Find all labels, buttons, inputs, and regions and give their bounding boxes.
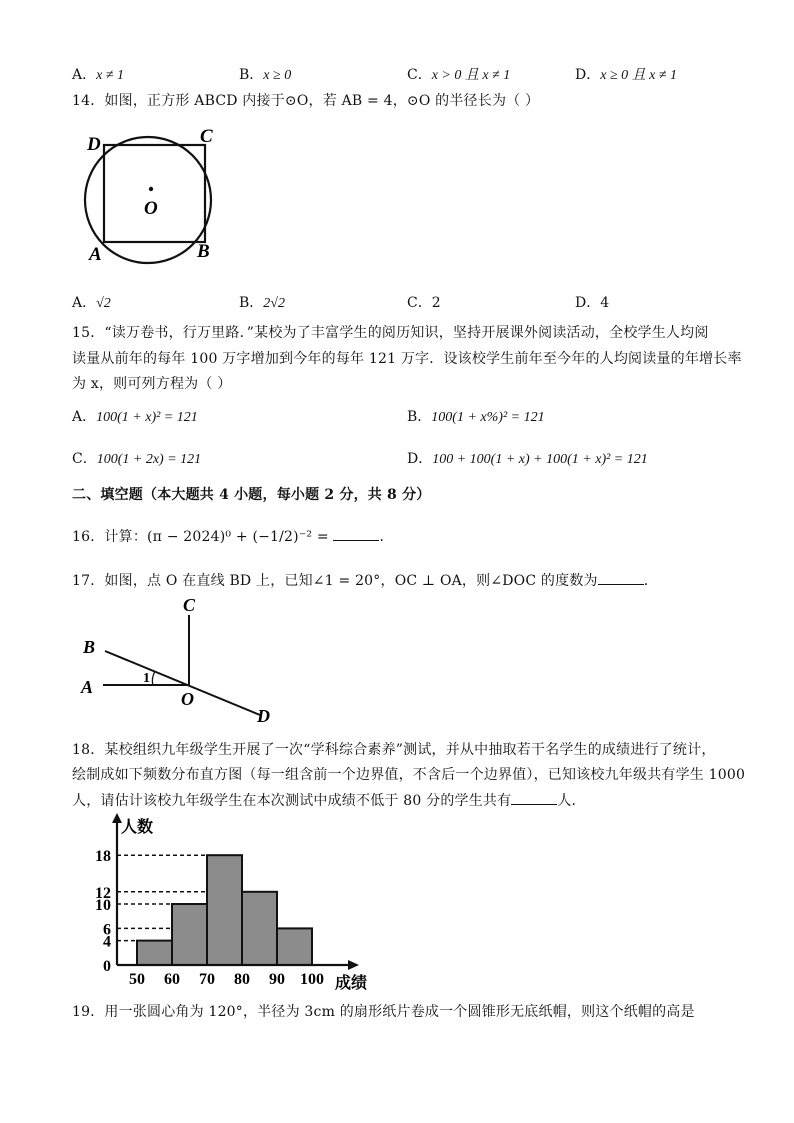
label-a: A [89, 244, 102, 265]
q19-stem: 19．用一张圆心角为 120°，半径为 3cm 的扇形纸片卷成一个圆锥形无底纸帽，则这个纸帽的高是 [72, 1004, 695, 1020]
label-d: D [87, 134, 101, 155]
q18-stem-line-2: 绘制成如下频数分布直方图（每一组含前一个边界值，不含后一个边界值），已知该校九年级共有学生 1000 [72, 767, 746, 783]
histogram-bar-70-80 [207, 855, 242, 965]
q18-stem-line-1: 18．某校组织九年级学生开展了一次“学科综合素养”测试，并从中抽取若干名学生的成绩进行了统计， [72, 742, 716, 758]
q13-option-c: C．x > 0 且 x ≠ 1 [407, 67, 511, 83]
angle-1-arc [152, 671, 155, 685]
q14-figure [78, 120, 228, 270]
histogram-bar-60-70 [172, 904, 207, 965]
q18-suffix: 人． [557, 793, 586, 809]
center-point [149, 187, 153, 191]
y-axis-label: 人数 [121, 819, 154, 836]
label-c: C [183, 595, 196, 615]
histogram-bar-50-60 [137, 941, 172, 965]
q15-stem-line-3: 为 x，则可列方程为（ ） [72, 376, 232, 392]
x-tick-60: 60 [164, 971, 180, 988]
histogram-chart [85, 810, 385, 990]
q16-text: 16．计算：(π − 2024)⁰ + (−1/2)⁻² = [72, 529, 329, 545]
x-tick-80: 80 [234, 971, 250, 988]
y-tick-0: 0 [103, 958, 111, 975]
q16-suffix: ． [379, 529, 394, 545]
q15-stem-line-2: 读量从前年的每年 100 万字增加到今年的每年 121 万字．设该校学生前年至今年的人均阅读量的年增长率 [72, 351, 742, 367]
y-tick-6: 6 [103, 921, 111, 939]
x-tick-100: 100 [300, 971, 324, 988]
q14-option-a: A．√2 [72, 295, 111, 311]
square-abcd [104, 145, 205, 242]
q15-option-c: C．100(1 + 2x) = 121 [72, 451, 202, 467]
label-o: O [181, 689, 194, 709]
label-o: O [144, 198, 158, 219]
x-axis-arrow [348, 960, 359, 970]
q17-answer-blank[interactable] [598, 572, 644, 585]
label-d: D [257, 706, 270, 725]
q16-answer-blank[interactable] [333, 528, 379, 541]
q16 [72, 526, 394, 546]
q17 [72, 570, 658, 590]
label-angle-1: 1 [143, 671, 150, 686]
q14-option-b: B．2√2 [239, 295, 285, 311]
q14-stem: 14．如图，正方形 ABCD 内接于⊙O，若 AB = 4，⊙O 的半径长为（ ） [72, 93, 540, 109]
q13-option-a: A．x ≠ 1 [72, 67, 125, 83]
y-tick-12: 12 [95, 884, 111, 902]
x-tick-90: 90 [269, 971, 285, 988]
q15-option-b: B．100(1 + x%)² = 121 [407, 409, 545, 425]
q18-stem-line-3 [72, 790, 586, 810]
x-tick-50: 50 [129, 971, 145, 988]
q13-option-d: D．x ≥ 0 且 x ≠ 1 [575, 67, 678, 83]
section-2-title: 二、填空题（本大题共 4 小题，每小题 2 分，共 8 分） [72, 487, 431, 503]
q14-option-c: C．2 [407, 295, 441, 311]
label-a: A [81, 677, 94, 697]
y-tick-18: 18 [95, 848, 111, 866]
q14-option-d: D．4 [575, 295, 610, 311]
y-tick-4: 4 [103, 933, 111, 951]
q15-option-a: A．100(1 + x)² = 121 [72, 409, 198, 425]
q17-figure [75, 595, 295, 725]
q17-text: 17．如图，点 O 在直线 BD 上，已知∠1 = 20°，OC ⊥ OA，则∠DOC 的度数为 [72, 573, 598, 589]
x-axis-label: 成绩 [335, 975, 368, 990]
q15-option-d: D．100 + 100(1 + x) + 100(1 + x)² = 121 [407, 451, 648, 467]
histogram-bar-80-90 [242, 892, 277, 965]
q17-suffix: ． [643, 573, 658, 589]
q13-option-b: B．x ≥ 0 [239, 67, 292, 83]
y-tick-10: 10 [95, 897, 111, 914]
q18-text: 人，请估计该校九年级学生在本次测试中成绩不低于 80 分的学生共有 [72, 793, 512, 809]
q18-answer-blank[interactable] [511, 792, 557, 805]
x-tick-70: 70 [199, 971, 215, 988]
q15-stem-line-1: 15．“读万卷书，行万里路．”某校为了丰富学生的阅历知识，坚持开展课外阅读活动，全校学生人均阅 [72, 325, 709, 341]
label-b: B [83, 637, 96, 657]
label-c: C [200, 126, 213, 147]
label-b: B [197, 241, 210, 262]
histogram-bar-90-100 [277, 928, 312, 965]
